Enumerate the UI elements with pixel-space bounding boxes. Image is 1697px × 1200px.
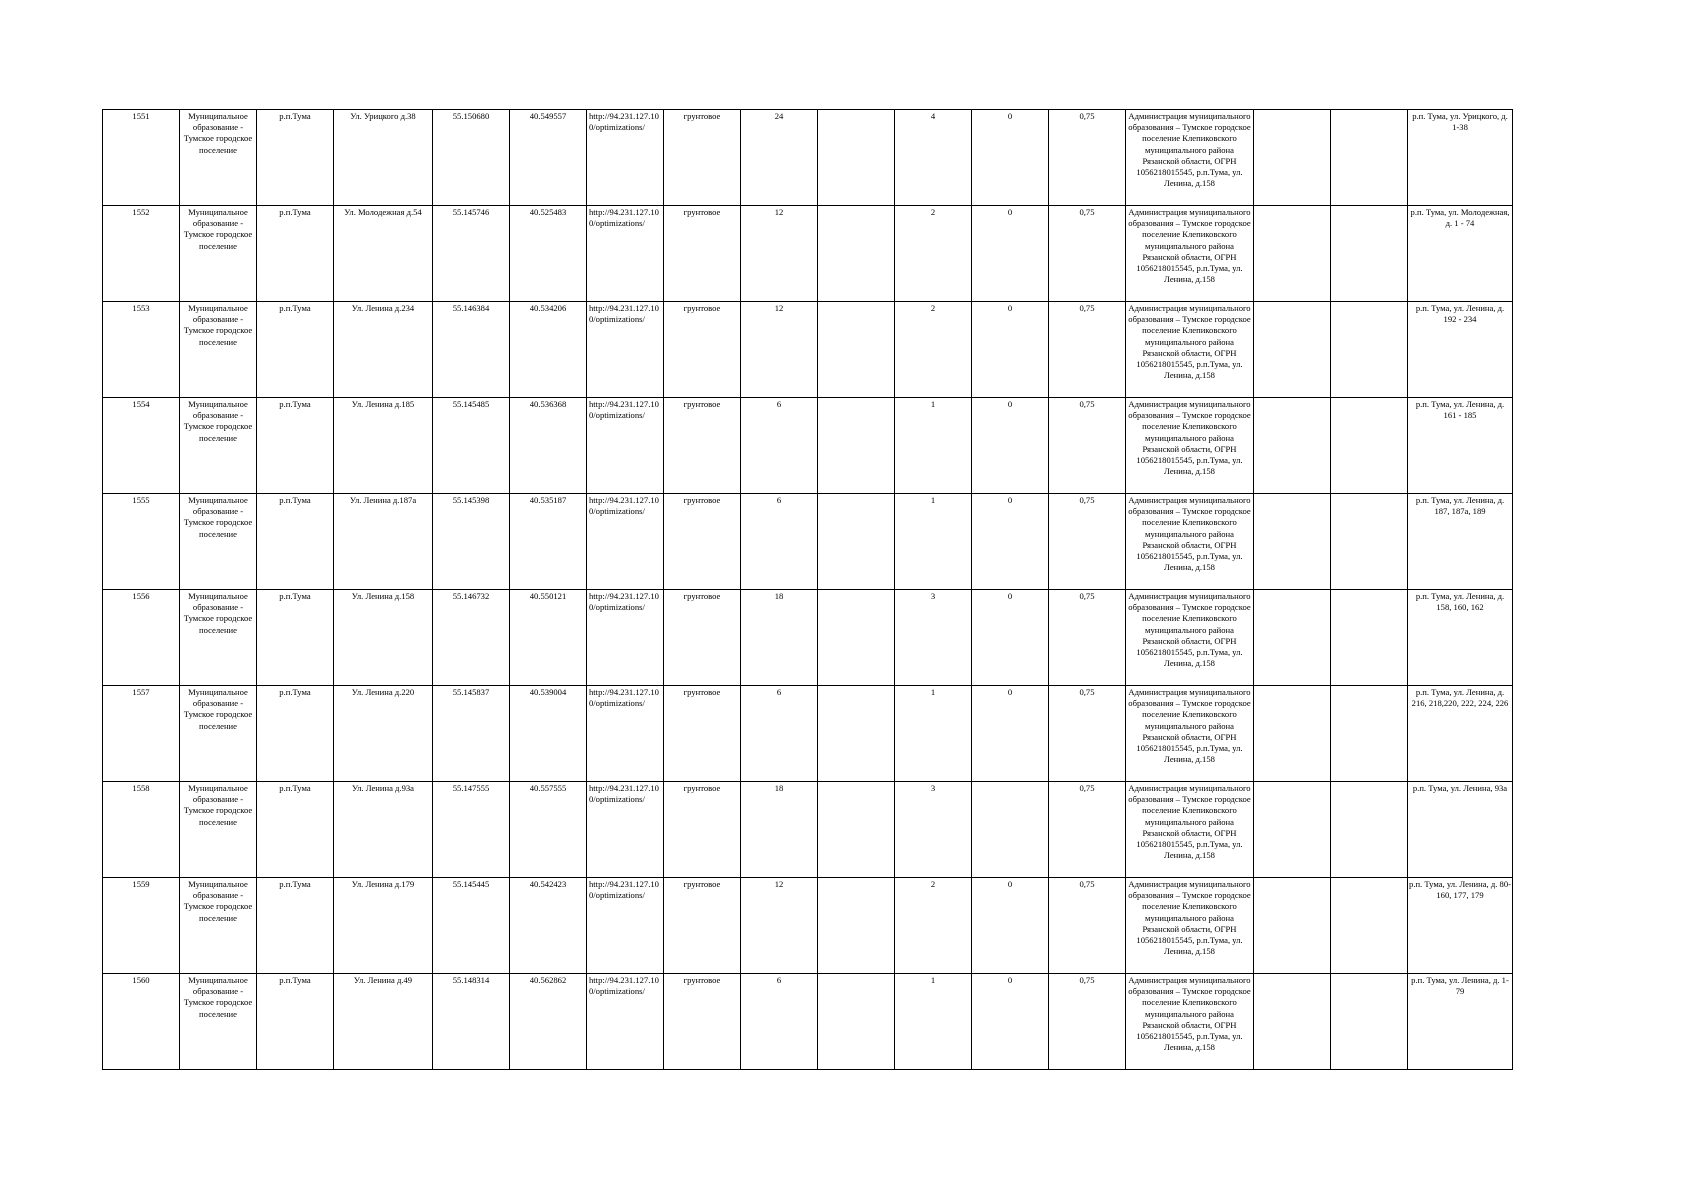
cell-longitude: 40.562862 bbox=[510, 974, 587, 1070]
cell-empty bbox=[1254, 782, 1331, 878]
cell-waste-sources: р.п. Тума, ул. Ленина, д. 187, 187а, 189 bbox=[1408, 494, 1513, 590]
cell-count-planned: 0 bbox=[972, 494, 1049, 590]
cell-empty bbox=[1254, 110, 1331, 206]
cell-area: 6 bbox=[741, 686, 818, 782]
cell-count-planned: 0 bbox=[972, 686, 1049, 782]
cell-empty bbox=[1331, 974, 1408, 1070]
cell-owner: Администрация муниципального образования – Тумское городское поселение Клепиковского муниципального района Рязанской области, ОГРН 1056218015545, р.п.Тума, ул. Ленина, д.158 bbox=[1126, 206, 1254, 302]
cell-empty bbox=[1254, 878, 1331, 974]
cell-empty bbox=[818, 590, 895, 686]
cell-settlement: р.п.Тума bbox=[257, 206, 334, 302]
cell-empty bbox=[818, 782, 895, 878]
cell-surface-type: грунтовое bbox=[664, 590, 741, 686]
cell-longitude: 40.539004 bbox=[510, 686, 587, 782]
cell-municipality: Муниципальное образование - Тумское городское поселение bbox=[180, 302, 257, 398]
cell-area: 12 bbox=[741, 206, 818, 302]
cell-street-address: Ул. Урицкого д.38 bbox=[334, 110, 433, 206]
cell-empty bbox=[818, 302, 895, 398]
cell-empty bbox=[1331, 686, 1408, 782]
cell-empty bbox=[1331, 878, 1408, 974]
cell-number: 1560 bbox=[103, 974, 180, 1070]
cell-empty bbox=[818, 686, 895, 782]
cell-number: 1557 bbox=[103, 686, 180, 782]
cell-empty bbox=[1331, 782, 1408, 878]
cell-municipality: Муниципальное образование - Тумское городское поселение bbox=[180, 494, 257, 590]
cell-count-planned: 0 bbox=[972, 590, 1049, 686]
cell-settlement: р.п.Тума bbox=[257, 878, 334, 974]
cell-number: 1555 bbox=[103, 494, 180, 590]
cell-settlement: р.п.Тума bbox=[257, 590, 334, 686]
cell-latitude: 55.145445 bbox=[433, 878, 510, 974]
cell-municipality: Муниципальное образование - Тумское городское поселение bbox=[180, 782, 257, 878]
cell-owner: Администрация муниципального образования – Тумское городское поселение Клепиковского муниципального района Рязанской области, ОГРН 1056218015545, р.п.Тума, ул. Ленина, д.158 bbox=[1126, 974, 1254, 1070]
cell-waste-sources: р.п. Тума, ул. Ленина, д. 80-160, 177, 179 bbox=[1408, 878, 1513, 974]
cell-empty bbox=[1331, 590, 1408, 686]
cell-empty bbox=[1331, 398, 1408, 494]
cell-count-planned bbox=[972, 782, 1049, 878]
cell-municipality: Муниципальное образование - Тумское городское поселение bbox=[180, 686, 257, 782]
table-row bbox=[103, 206, 1513, 302]
table-row bbox=[103, 782, 1513, 878]
cell-container-count: 1 bbox=[895, 686, 972, 782]
cell-surface-type: грунтовое bbox=[664, 110, 741, 206]
cell-latitude: 55.145398 bbox=[433, 494, 510, 590]
cell-waste-sources: р.п. Тума, ул. Ленина, д. 161 - 185 bbox=[1408, 398, 1513, 494]
cell-owner: Администрация муниципального образования – Тумское городское поселение Клепиковского муниципального района Рязанской области, ОГРН 1056218015545, р.п.Тума, ул. Ленина, д.158 bbox=[1126, 782, 1254, 878]
cell-empty bbox=[1331, 494, 1408, 590]
registry-table-body bbox=[103, 110, 1513, 1070]
cell-container-count: 1 bbox=[895, 494, 972, 590]
cell-owner: Администрация муниципального образования – Тумское городское поселение Клепиковского муниципального района Рязанской области, ОГРН 1056218015545, р.п.Тума, ул. Ленина, д.158 bbox=[1126, 494, 1254, 590]
cell-area: 6 bbox=[741, 398, 818, 494]
table-row bbox=[103, 110, 1513, 206]
cell-latitude: 55.146732 bbox=[433, 590, 510, 686]
table-row bbox=[103, 302, 1513, 398]
cell-surface-type: грунтовое bbox=[664, 302, 741, 398]
cell-area: 12 bbox=[741, 302, 818, 398]
cell-container-count: 1 bbox=[895, 974, 972, 1070]
cell-owner: Администрация муниципального образования – Тумское городское поселение Клепиковского муниципального района Рязанской области, ОГРН 1056218015545, р.п.Тума, ул. Ленина, д.158 bbox=[1126, 398, 1254, 494]
cell-empty bbox=[1331, 302, 1408, 398]
cell-link: http://94.231.127.100/optimizations/ bbox=[587, 590, 664, 686]
cell-link: http://94.231.127.100/optimizations/ bbox=[587, 302, 664, 398]
cell-container-volume: 0,75 bbox=[1049, 590, 1126, 686]
cell-settlement: р.п.Тума bbox=[257, 974, 334, 1070]
cell-municipality: Муниципальное образование - Тумское городское поселение bbox=[180, 110, 257, 206]
cell-surface-type: грунтовое bbox=[664, 878, 741, 974]
cell-number: 1551 bbox=[103, 110, 180, 206]
cell-count-planned: 0 bbox=[972, 206, 1049, 302]
cell-empty bbox=[1331, 110, 1408, 206]
cell-link: http://94.231.127.100/optimizations/ bbox=[587, 206, 664, 302]
cell-container-volume: 0,75 bbox=[1049, 398, 1126, 494]
cell-settlement: р.п.Тума bbox=[257, 110, 334, 206]
cell-longitude: 40.535187 bbox=[510, 494, 587, 590]
cell-count-planned: 0 bbox=[972, 302, 1049, 398]
cell-container-count: 2 bbox=[895, 878, 972, 974]
cell-owner: Администрация муниципального образования – Тумское городское поселение Клепиковского муниципального района Рязанской области, ОГРН 1056218015545, р.п.Тума, ул. Ленина, д.158 bbox=[1126, 302, 1254, 398]
cell-street-address: Ул. Ленина д.158 bbox=[334, 590, 433, 686]
table-row bbox=[103, 974, 1513, 1070]
cell-empty bbox=[1254, 302, 1331, 398]
cell-waste-sources: р.п. Тума, ул. Молодежная, д. 1 - 74 bbox=[1408, 206, 1513, 302]
registry-table bbox=[102, 109, 1513, 1070]
cell-empty bbox=[1254, 686, 1331, 782]
cell-count-planned: 0 bbox=[972, 110, 1049, 206]
cell-number: 1552 bbox=[103, 206, 180, 302]
cell-number: 1554 bbox=[103, 398, 180, 494]
cell-street-address: Ул. Молодежная д.54 bbox=[334, 206, 433, 302]
cell-municipality: Муниципальное образование - Тумское городское поселение bbox=[180, 974, 257, 1070]
cell-container-count: 2 bbox=[895, 302, 972, 398]
cell-container-volume: 0,75 bbox=[1049, 206, 1126, 302]
cell-latitude: 55.145485 bbox=[433, 398, 510, 494]
cell-owner: Администрация муниципального образования – Тумское городское поселение Клепиковского муниципального района Рязанской области, ОГРН 1056218015545, р.п.Тума, ул. Ленина, д.158 bbox=[1126, 686, 1254, 782]
cell-number: 1559 bbox=[103, 878, 180, 974]
table-row bbox=[103, 686, 1513, 782]
cell-surface-type: грунтовое bbox=[664, 494, 741, 590]
cell-count-planned: 0 bbox=[972, 974, 1049, 1070]
cell-street-address: Ул. Ленина д.179 bbox=[334, 878, 433, 974]
cell-link: http://94.231.127.100/optimizations/ bbox=[587, 782, 664, 878]
cell-longitude: 40.557555 bbox=[510, 782, 587, 878]
cell-link: http://94.231.127.100/optimizations/ bbox=[587, 878, 664, 974]
cell-container-volume: 0,75 bbox=[1049, 302, 1126, 398]
cell-owner: Администрация муниципального образования – Тумское городское поселение Клепиковского муниципального района Рязанской области, ОГРН 1056218015545, р.п.Тума, ул. Ленина, д.158 bbox=[1126, 590, 1254, 686]
table-row bbox=[103, 878, 1513, 974]
cell-empty bbox=[1254, 590, 1331, 686]
cell-count-planned: 0 bbox=[972, 878, 1049, 974]
cell-waste-sources: р.п. Тума, ул. Ленина, д. 1-79 bbox=[1408, 974, 1513, 1070]
cell-area: 18 bbox=[741, 590, 818, 686]
cell-settlement: р.п.Тума bbox=[257, 494, 334, 590]
cell-number: 1556 bbox=[103, 590, 180, 686]
cell-latitude: 55.148314 bbox=[433, 974, 510, 1070]
cell-area: 24 bbox=[741, 110, 818, 206]
table-row bbox=[103, 590, 1513, 686]
cell-surface-type: грунтовое bbox=[664, 974, 741, 1070]
cell-area: 6 bbox=[741, 974, 818, 1070]
cell-area: 18 bbox=[741, 782, 818, 878]
cell-area: 12 bbox=[741, 878, 818, 974]
cell-container-volume: 0,75 bbox=[1049, 110, 1126, 206]
cell-longitude: 40.536368 bbox=[510, 398, 587, 494]
cell-municipality: Муниципальное образование - Тумское городское поселение bbox=[180, 398, 257, 494]
cell-latitude: 55.150680 bbox=[433, 110, 510, 206]
cell-container-volume: 0,75 bbox=[1049, 878, 1126, 974]
table-row bbox=[103, 494, 1513, 590]
cell-container-volume: 0,75 bbox=[1049, 974, 1126, 1070]
cell-empty bbox=[1254, 974, 1331, 1070]
cell-empty bbox=[1254, 206, 1331, 302]
cell-waste-sources: р.п. Тума, ул. Ленина, д. 158, 160, 162 bbox=[1408, 590, 1513, 686]
cell-empty bbox=[818, 206, 895, 302]
cell-empty bbox=[1254, 398, 1331, 494]
cell-municipality: Муниципальное образование - Тумское городское поселение bbox=[180, 878, 257, 974]
cell-container-volume: 0,75 bbox=[1049, 686, 1126, 782]
cell-settlement: р.п.Тума bbox=[257, 686, 334, 782]
cell-settlement: р.п.Тума bbox=[257, 302, 334, 398]
cell-municipality: Муниципальное образование - Тумское городское поселение bbox=[180, 206, 257, 302]
cell-surface-type: грунтовое bbox=[664, 398, 741, 494]
cell-waste-sources: р.п. Тума, ул. Ленина, д. 192 - 234 bbox=[1408, 302, 1513, 398]
cell-link: http://94.231.127.100/optimizations/ bbox=[587, 974, 664, 1070]
cell-number: 1553 bbox=[103, 302, 180, 398]
cell-longitude: 40.534206 bbox=[510, 302, 587, 398]
cell-street-address: Ул. Ленина д.185 bbox=[334, 398, 433, 494]
cell-empty bbox=[1254, 494, 1331, 590]
cell-container-count: 1 bbox=[895, 398, 972, 494]
cell-container-count: 3 bbox=[895, 782, 972, 878]
cell-empty bbox=[818, 974, 895, 1070]
cell-link: http://94.231.127.100/optimizations/ bbox=[587, 398, 664, 494]
cell-empty bbox=[818, 398, 895, 494]
cell-waste-sources: р.п. Тума, ул. Ленина, 93а bbox=[1408, 782, 1513, 878]
cell-latitude: 55.145746 bbox=[433, 206, 510, 302]
cell-empty bbox=[818, 494, 895, 590]
cell-empty bbox=[818, 110, 895, 206]
cell-container-count: 4 bbox=[895, 110, 972, 206]
cell-container-count: 3 bbox=[895, 590, 972, 686]
cell-area: 6 bbox=[741, 494, 818, 590]
cell-surface-type: грунтовое bbox=[664, 206, 741, 302]
cell-surface-type: грунтовое bbox=[664, 686, 741, 782]
cell-owner: Администрация муниципального образования – Тумское городское поселение Клепиковского муниципального района Рязанской области, ОГРН 1056218015545, р.п.Тума, ул. Ленина, д.158 bbox=[1126, 110, 1254, 206]
cell-container-volume: 0,75 bbox=[1049, 782, 1126, 878]
cell-surface-type: грунтовое bbox=[664, 782, 741, 878]
cell-settlement: р.п.Тума bbox=[257, 782, 334, 878]
cell-longitude: 40.549557 bbox=[510, 110, 587, 206]
cell-waste-sources: р.п. Тума, ул. Ленина, д. 216, 218,220, 222, 224, 226 bbox=[1408, 686, 1513, 782]
cell-street-address: Ул. Ленина д.49 bbox=[334, 974, 433, 1070]
cell-link: http://94.231.127.100/optimizations/ bbox=[587, 686, 664, 782]
cell-longitude: 40.525483 bbox=[510, 206, 587, 302]
cell-settlement: р.п.Тума bbox=[257, 398, 334, 494]
cell-container-volume: 0,75 bbox=[1049, 494, 1126, 590]
cell-latitude: 55.147555 bbox=[433, 782, 510, 878]
cell-street-address: Ул. Ленина д.234 bbox=[334, 302, 433, 398]
cell-street-address: Ул. Ленина д.93а bbox=[334, 782, 433, 878]
cell-link: http://94.231.127.100/optimizations/ bbox=[587, 494, 664, 590]
table-row bbox=[103, 398, 1513, 494]
cell-longitude: 40.542423 bbox=[510, 878, 587, 974]
cell-latitude: 55.145837 bbox=[433, 686, 510, 782]
cell-count-planned: 0 bbox=[972, 398, 1049, 494]
cell-container-count: 2 bbox=[895, 206, 972, 302]
cell-empty bbox=[818, 878, 895, 974]
cell-longitude: 40.550121 bbox=[510, 590, 587, 686]
cell-municipality: Муниципальное образование - Тумское городское поселение bbox=[180, 590, 257, 686]
cell-waste-sources: р.п. Тума, ул. Урицкого, д. 1-38 bbox=[1408, 110, 1513, 206]
cell-latitude: 55.146384 bbox=[433, 302, 510, 398]
cell-owner: Администрация муниципального образования – Тумское городское поселение Клепиковского муниципального района Рязанской области, ОГРН 1056218015545, р.п.Тума, ул. Ленина, д.158 bbox=[1126, 878, 1254, 974]
cell-number: 1558 bbox=[103, 782, 180, 878]
cell-link: http://94.231.127.100/optimizations/ bbox=[587, 110, 664, 206]
cell-street-address: Ул. Ленина д.220 bbox=[334, 686, 433, 782]
cell-empty bbox=[1331, 206, 1408, 302]
cell-street-address: Ул. Ленина д.187а bbox=[334, 494, 433, 590]
